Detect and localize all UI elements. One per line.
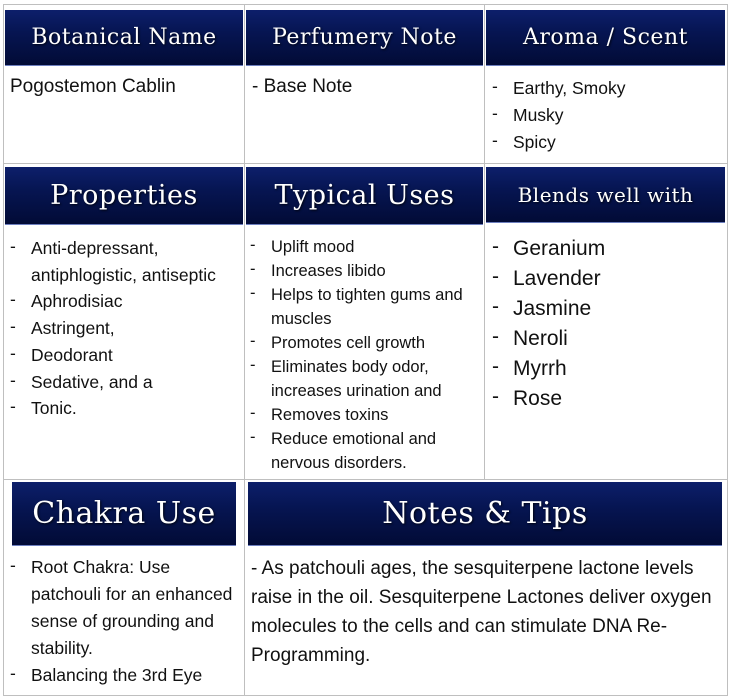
notes-tips-text: - As patchouli ages, the sesquiterpene lactone levels raise in the oil. Sesquiterpene Lactones deliver oxygen molecules to the cells and can stimulate DNA Re-Programming. [251,558,712,666]
typical-uses-item: - Reduce emotional and nervous disorders. [250,427,482,475]
blends-item: - Lavender [492,264,722,294]
chakra-list [10,554,242,689]
perfumery-note-value: - Base Note [252,76,353,97]
blends-list [492,234,722,414]
typical-uses-item: - Uplift mood [250,235,482,259]
blends-list-cell [492,234,722,414]
aroma-item: - Earthy, Smoky [492,75,722,102]
typical-uses-item: - Increases libido [250,259,482,283]
properties-item: - Deodorant [10,342,240,369]
properties-item: - Anti-depressant, antiphlogistic, antiseptic [10,235,240,288]
typical-uses-item: - Eliminates body odor, increases urination and [250,355,482,403]
blends-item: - Geranium [492,234,722,264]
header-typical-uses: Typical Uses [246,167,483,225]
header-notes-tips: Notes & Tips [248,482,722,546]
grid-line [3,695,728,696]
botanical-name-value: Pogostemon Cablin [10,76,176,97]
typical-uses-item: - Removes toxins [250,403,482,427]
properties-item: - Astringent, [10,315,240,342]
properties-item: - Aphrodisiac [10,288,240,315]
header-perfumery-note: Perfumery Note [246,10,483,66]
grid-line [244,4,245,696]
aroma-list [492,75,722,156]
aroma-item: - Musky [492,102,722,129]
properties-item: - Tonic. [10,395,240,422]
blends-item: - Jasmine [492,294,722,324]
header-chakra-use: Chakra Use [12,482,236,546]
grid-line [727,4,728,696]
grid-line [3,479,728,480]
properties-item: - Sedative, and a [10,369,240,396]
chakra-item: - Balancing the 3rd Eye [10,662,242,689]
header-blends-well-with: Blends well with [486,167,725,223]
chakra-item: - Root Chakra: Use patchouli for an enhanced sense of grounding and stability. [10,554,242,662]
grid-line [3,4,4,696]
grid-line [3,163,728,164]
grid-line [484,4,485,479]
aroma-item: - Spicy [492,129,722,156]
header-aroma-scent: Aroma / Scent [486,10,725,66]
typical-uses-list [250,235,482,475]
aroma-list-cell [492,75,722,156]
patchouli-info-table [3,4,728,696]
blends-item: - Neroli [492,324,722,354]
typical-uses-item: - Helps to tighten gums and muscles [250,283,482,331]
header-properties: Properties [5,167,243,225]
chakra-list-cell [10,554,242,689]
blends-item: - Rose [492,384,722,414]
header-botanical-name: Botanical Name [5,10,243,66]
typical-uses-item: - Promotes cell growth [250,331,482,355]
properties-list [10,235,240,422]
grid-line [3,4,728,5]
typical-uses-list-cell [250,235,482,475]
blends-item: - Myrrh [492,354,722,384]
properties-list-cell [10,235,240,422]
